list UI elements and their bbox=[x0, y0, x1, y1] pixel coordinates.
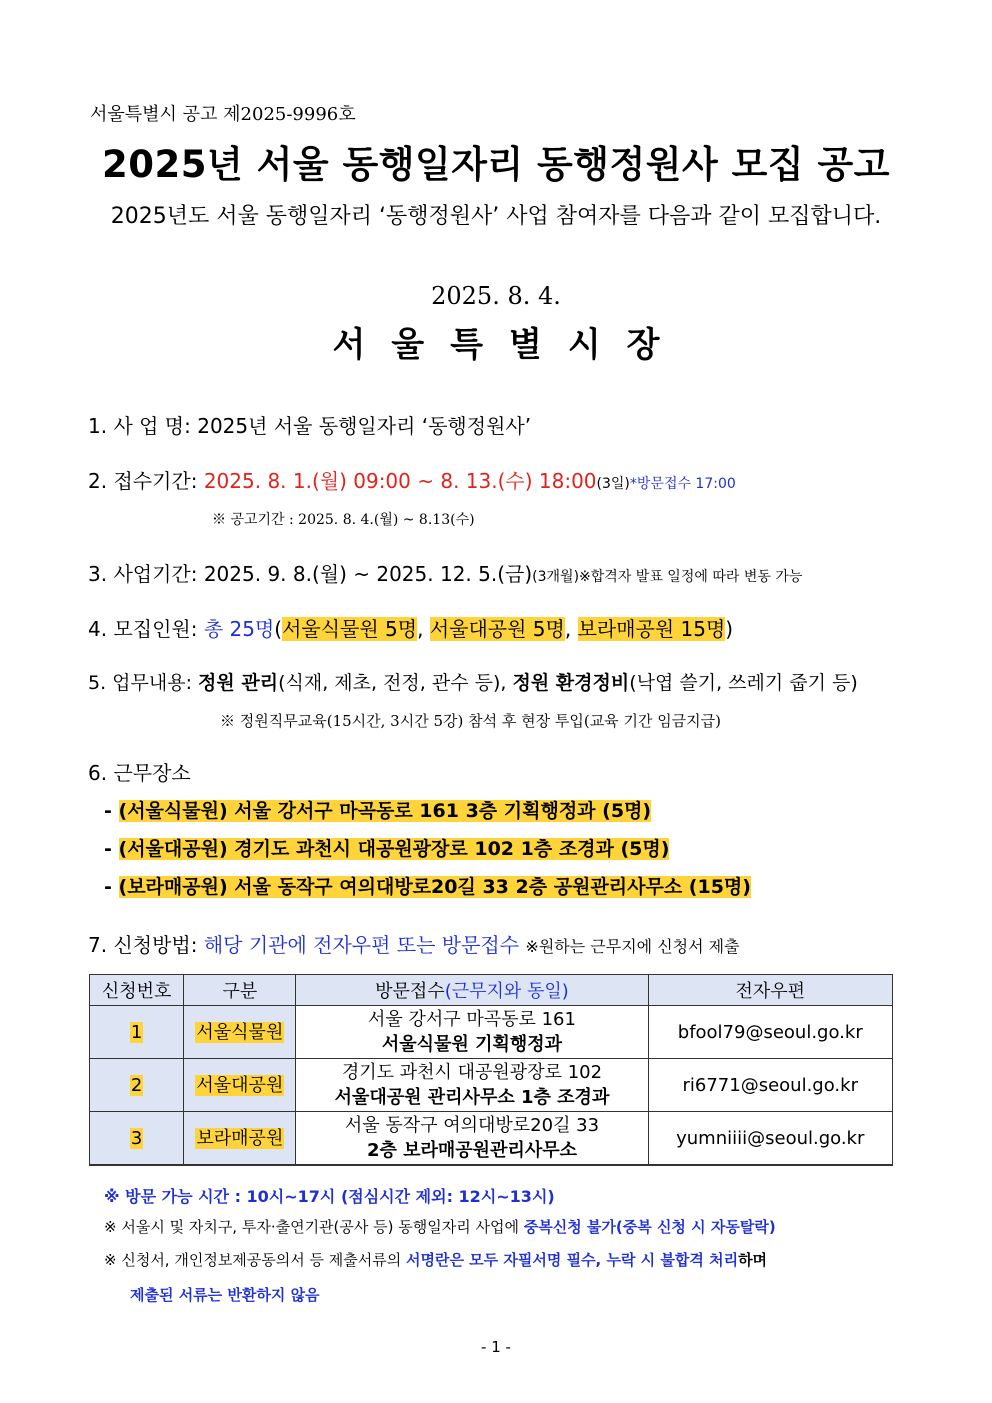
row-visit: 경기도 과천시 대공원광장로 102 서울대공원 관리사무소 1층 조경과 bbox=[296, 1059, 648, 1112]
item-reception bbox=[88, 465, 736, 494]
duties-sep: , bbox=[500, 672, 513, 694]
duties-b-detail: (낙엽 쓸기, 쓰레기 줍기 등) bbox=[629, 672, 858, 694]
apply-note: ※원하는 근무지에 신청서 제출 bbox=[525, 937, 740, 956]
header-type: 구분 bbox=[184, 975, 296, 1006]
row-email[interactable]: ri6771@seoul.go.kr bbox=[648, 1059, 893, 1112]
row-name: 서울식물원 bbox=[184, 1006, 296, 1059]
recruit-sep2: , bbox=[564, 617, 578, 641]
item-recruit bbox=[88, 613, 733, 642]
page-subtitle: 2025년도 서울 동행일자리 ‘동행정원사’ 사업 참여자를 다음과 같이 모집합니다. bbox=[110, 204, 882, 229]
item-duties bbox=[88, 668, 858, 695]
duties-b: 정원 환경정비 bbox=[512, 672, 630, 694]
duties-a-detail: (식재, 제초, 전정, 관수 등) bbox=[278, 672, 501, 694]
item-recruit-label: 4. 모집인원: bbox=[88, 617, 198, 641]
header-no: 신청번호 bbox=[90, 975, 184, 1006]
row-email[interactable]: bfool79@seoul.go.kr bbox=[648, 1006, 893, 1059]
apply-method: 해당 기관에 전자우편 또는 방문접수 bbox=[203, 933, 520, 957]
row-visit: 서울 강서구 마곡동로 161 서울식물원 기획행정과 bbox=[296, 1006, 648, 1059]
notice-number: 서울특별시 공고 제2025-9996호 bbox=[90, 104, 356, 125]
recruit-close: ) bbox=[725, 617, 734, 641]
workplace-item: - (서울식물원) 서울 강서구 마곡동로 161 3층 기획행정과 (5명) bbox=[104, 800, 652, 822]
table-row bbox=[90, 1006, 893, 1059]
recruit-a: 서울식물원 5명 bbox=[282, 617, 418, 641]
item-reception-label: 2. 접수기간: bbox=[88, 469, 198, 493]
recruit-open: ( bbox=[274, 617, 283, 641]
duties-note: ※ 정원직무교육(15시간, 3시간 5강) 참석 후 현장 투입(교육 기간 임금지급) bbox=[220, 712, 722, 730]
recruit-c: 보라매공원 15명 bbox=[577, 617, 726, 641]
row-no: 3 bbox=[90, 1112, 184, 1166]
workplace-item: - (서울대공원) 경기도 과천시 대공원광장로 102 1층 조경과 (5명) bbox=[104, 838, 670, 860]
business-period: 2025. 9. 8.(월) ~ 2025. 12. 5.(금) bbox=[203, 562, 533, 586]
workplace-label: 6. 근무장소 bbox=[88, 761, 191, 785]
row-email[interactable]: yumniiii@seoul.go.kr bbox=[648, 1112, 893, 1166]
page-number: - 1 - bbox=[481, 1338, 511, 1356]
recruit-sep1: , bbox=[417, 617, 430, 641]
recruit-b: 서울대공원 5명 bbox=[429, 617, 565, 641]
reception-note: ※ 공고기간 : 2025. 8. 4.(월) ~ 8.13(수) bbox=[212, 512, 475, 528]
duties-a: 정원 관리 bbox=[198, 672, 279, 694]
reception-period: 2025. 8. 1.(월) 09:00 ~ 8. 13.(수) 18:00 bbox=[203, 469, 597, 493]
item-apply bbox=[88, 929, 740, 958]
header-visit: 방문접수(근무지와 동일) bbox=[296, 975, 648, 1006]
note-signature: ※ 신청서, 개인정보제공동의서 등 제출서류의 서명란은 모두 자필서명 필수, 누락 시 불합격 처리하며 bbox=[104, 1251, 768, 1269]
note-visit-hours: ※ 방문 가능 시간 : 10시~17시 (점심시간 제외: 12시~13시) bbox=[104, 1187, 555, 1206]
reception-visit: *방문접수 17:00 bbox=[629, 476, 736, 492]
row-name: 보라매공원 bbox=[184, 1112, 296, 1166]
item-project bbox=[88, 410, 531, 439]
item-duties-label: 5. 업무내용: bbox=[88, 672, 192, 694]
issuer: 서울특별시장 bbox=[332, 325, 686, 365]
header-email: 전자우편 bbox=[648, 975, 893, 1006]
table-header-row bbox=[90, 975, 893, 1006]
page-title: 2025년 서울 동행일자리 동행정원사 모집 공고 bbox=[102, 143, 890, 186]
row-name: 서울대공원 bbox=[184, 1059, 296, 1112]
recruit-total: 총 25명 bbox=[203, 617, 275, 641]
item-business-label: 3. 사업기간: bbox=[88, 562, 198, 586]
business-months: (3개월) bbox=[532, 569, 580, 585]
note-duplicate: ※ 서울시 및 자치구, 투자·출연기관(공사 등) 동행일자리 사업에 중복신청 불가(중복 신청 시 자동탈락) bbox=[104, 1218, 776, 1236]
item-project-label: 1. 사 업 명: bbox=[88, 414, 191, 438]
reception-days: (3일) bbox=[596, 476, 630, 492]
table-row bbox=[90, 1112, 893, 1166]
item-business bbox=[88, 558, 802, 587]
item-apply-label: 7. 신청방법: bbox=[88, 933, 198, 957]
business-note: ※합격자 발표 일정에 따라 변동 가능 bbox=[579, 569, 803, 585]
apply-table bbox=[89, 974, 893, 1166]
row-no: 1 bbox=[90, 1006, 184, 1059]
note-signature-line2: 제출된 서류는 반환하지 않음 bbox=[130, 1286, 320, 1304]
table-row bbox=[90, 1059, 893, 1112]
row-no: 2 bbox=[90, 1059, 184, 1112]
workplace-item: - (보라매공원) 서울 동작구 여의대방로20길 33 2층 공원관리사무소 (15명) bbox=[104, 876, 751, 898]
item-project-value: 2025년 서울 동행일자리 ‘동행정원사’ bbox=[197, 414, 532, 438]
row-visit: 서울 동작구 여의대방로20길 33 2층 보라매공원관리사무소 bbox=[296, 1112, 648, 1166]
notice-date: 2025. 8. 4. bbox=[431, 282, 561, 310]
